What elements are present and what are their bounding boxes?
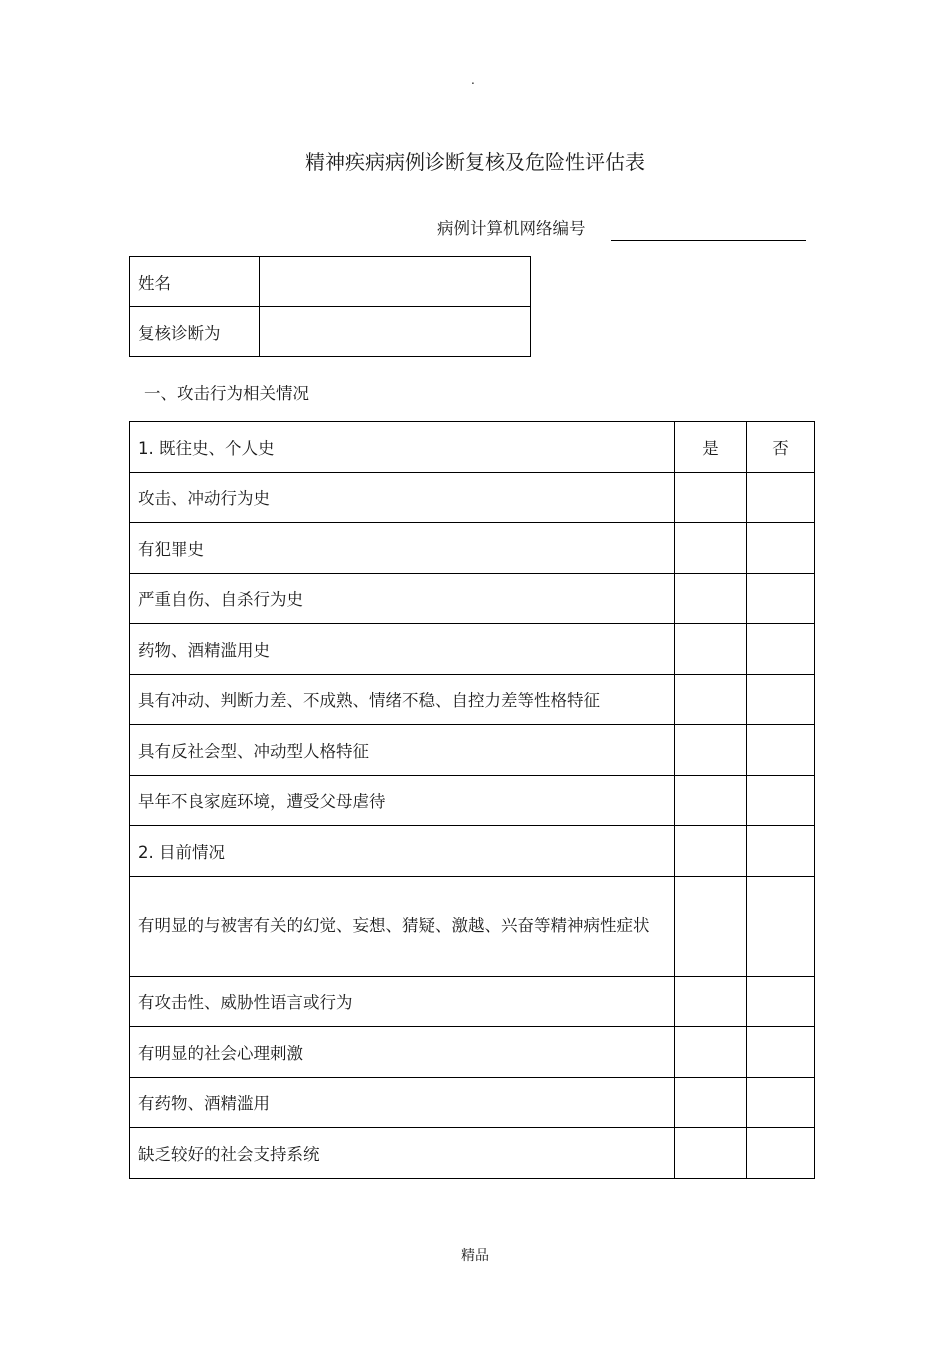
- yes-cell[interactable]: [675, 826, 747, 877]
- table-row: [130, 775, 815, 826]
- table-row: [130, 826, 815, 877]
- name-field[interactable]: [260, 257, 531, 307]
- table-row: [130, 976, 815, 1027]
- row-label: 有药物、酒精滥用: [130, 1077, 675, 1128]
- yes-cell[interactable]: [675, 1077, 747, 1128]
- diagnosis-row: [130, 307, 531, 357]
- header-no: 否: [747, 422, 815, 473]
- table-row: [130, 624, 815, 675]
- no-cell[interactable]: [747, 523, 815, 574]
- row-label: 有明显的社会心理刺激: [130, 1027, 675, 1078]
- table-row: [130, 573, 815, 624]
- row-label: 缺乏较好的社会支持系统: [130, 1128, 675, 1179]
- header-yes: 是: [675, 422, 747, 473]
- footer-label: 精品: [461, 1248, 489, 1264]
- row-label: 2. 目前情况: [130, 826, 675, 877]
- yes-cell[interactable]: [675, 573, 747, 624]
- top-mark: .: [471, 73, 475, 87]
- yes-cell[interactable]: [675, 624, 747, 675]
- row-label: 有攻击性、威胁性语言或行为: [130, 976, 675, 1027]
- no-cell[interactable]: [747, 876, 815, 976]
- table-row: [130, 523, 815, 574]
- row-label: 药物、酒精滥用史: [130, 624, 675, 675]
- row-label: 攻击、冲动行为史: [130, 472, 675, 523]
- table-row: [130, 725, 815, 776]
- yes-cell[interactable]: [675, 775, 747, 826]
- no-cell[interactable]: [747, 976, 815, 1027]
- row-label: 早年不良家庭环境，遭受父母虐待: [130, 775, 675, 826]
- assessment-table: [129, 421, 815, 1179]
- diagnosis-label: 复核诊断为: [130, 307, 260, 357]
- row-label: 具有冲动、判断力差、不成熟、情绪不稳、自控力差等性格特征: [130, 674, 675, 725]
- name-label: 姓名: [130, 257, 260, 307]
- yes-cell[interactable]: [675, 1128, 747, 1179]
- yes-cell[interactable]: [675, 725, 747, 776]
- yes-cell[interactable]: [675, 876, 747, 976]
- table-row: [130, 472, 815, 523]
- table-row: [130, 1077, 815, 1128]
- patient-info-table: [129, 256, 531, 357]
- yes-cell[interactable]: [675, 1027, 747, 1078]
- no-cell[interactable]: [747, 1077, 815, 1128]
- table-header-row: [130, 422, 815, 473]
- table-row: [130, 876, 815, 976]
- section-title: 一、攻击行为相关情况: [144, 384, 309, 403]
- no-cell[interactable]: [747, 573, 815, 624]
- no-cell[interactable]: [747, 775, 815, 826]
- yes-cell[interactable]: [675, 523, 747, 574]
- no-cell[interactable]: [747, 674, 815, 725]
- row-label: 具有反社会型、冲动型人格特征: [130, 725, 675, 776]
- no-cell[interactable]: [747, 1027, 815, 1078]
- no-cell[interactable]: [747, 1128, 815, 1179]
- table-row: [130, 1027, 815, 1078]
- yes-cell[interactable]: [675, 674, 747, 725]
- network-number-label: 病例计算机网络编号: [437, 219, 586, 238]
- no-cell[interactable]: [747, 725, 815, 776]
- header-item: 1. 既往史、个人史: [130, 422, 675, 473]
- diagnosis-field[interactable]: [260, 307, 531, 357]
- no-cell[interactable]: [747, 624, 815, 675]
- row-label: 严重自伤、自杀行为史: [130, 573, 675, 624]
- no-cell[interactable]: [747, 826, 815, 877]
- yes-cell[interactable]: [675, 976, 747, 1027]
- no-cell[interactable]: [747, 472, 815, 523]
- table-row: [130, 674, 815, 725]
- row-label: 有明显的与被害有关的幻觉、妄想、猜疑、激越、兴奋等精神病性症状: [130, 876, 675, 976]
- name-row: [130, 257, 531, 307]
- network-number-field[interactable]: [611, 240, 806, 241]
- table-row: [130, 1128, 815, 1179]
- row-label: 有犯罪史: [130, 523, 675, 574]
- page-title: 精神疾病病例诊断复核及危险性评估表: [305, 150, 645, 174]
- yes-cell[interactable]: [675, 472, 747, 523]
